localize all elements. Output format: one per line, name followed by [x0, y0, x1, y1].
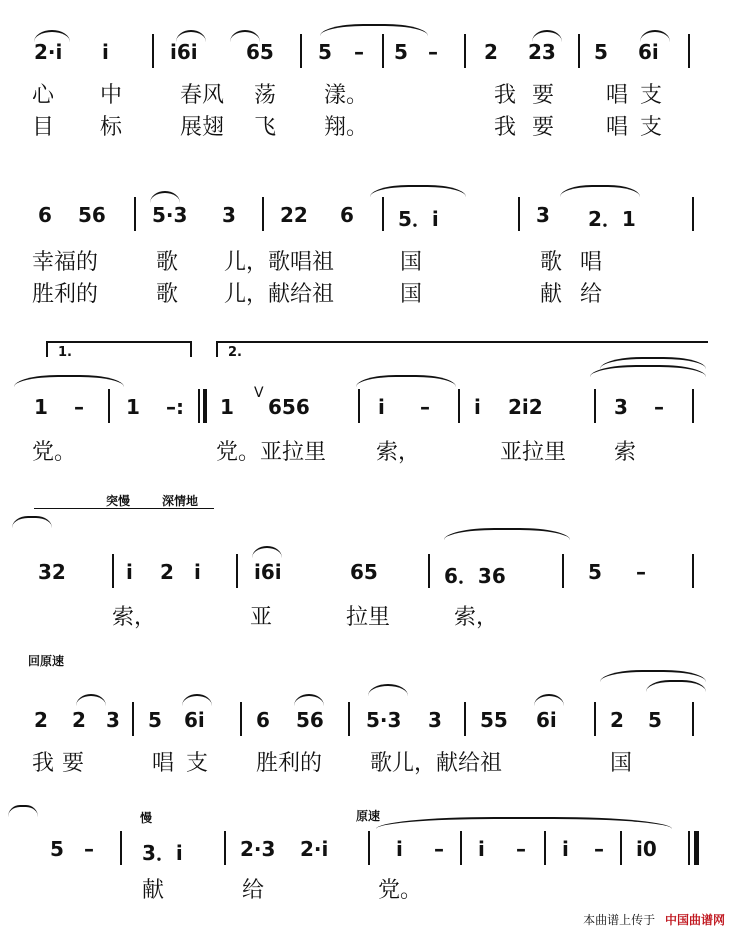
note: i6i — [254, 560, 282, 584]
tie — [320, 24, 428, 36]
tie — [14, 375, 124, 387]
lyric: 索， — [112, 605, 157, 630]
barline — [578, 34, 580, 68]
note: 2 — [34, 708, 48, 732]
note: 5 — [594, 40, 608, 64]
note: 2·i — [34, 40, 63, 64]
lyric: 胜利的 — [256, 751, 323, 776]
note: 5．i — [398, 207, 439, 231]
breath-mark: V — [254, 385, 264, 401]
final-barline-thick — [694, 831, 699, 865]
lyric: 国 — [400, 282, 423, 307]
lyric: 唱支 — [606, 115, 675, 140]
barline — [224, 831, 226, 865]
note: – — [636, 560, 646, 584]
notes-row — [28, 385, 705, 425]
note: – — [428, 40, 438, 64]
slur — [532, 30, 562, 42]
note: 2 — [72, 708, 86, 732]
note: 1 — [34, 395, 48, 419]
note: i6i — [170, 40, 198, 64]
note: – — [74, 395, 84, 419]
slur — [176, 30, 206, 42]
lyric: 亚拉里 — [500, 440, 567, 465]
volta-second-ending — [216, 341, 708, 360]
tie — [356, 375, 456, 387]
lyric: 献 — [142, 878, 165, 903]
lyric: 展翅 — [180, 115, 225, 140]
note: 2i2 — [508, 395, 543, 419]
lyric: 我要 — [494, 115, 571, 140]
lyrics-verse-2 — [28, 110, 705, 140]
barline — [594, 389, 596, 423]
note: i0 — [636, 837, 657, 861]
note: 55 — [480, 708, 508, 732]
lyrics-verse-1 — [28, 435, 705, 465]
lyric: 歌唱 — [540, 250, 621, 275]
lyric: 索， — [376, 440, 421, 465]
note: 6 — [256, 708, 270, 732]
note: – — [516, 837, 526, 861]
barline — [594, 702, 596, 736]
barline — [262, 197, 264, 231]
note: – — [420, 395, 430, 419]
barline — [120, 831, 122, 865]
expression-mark: 深情地 — [162, 494, 199, 508]
notes-row — [28, 837, 705, 867]
repeat-barline — [203, 389, 207, 423]
notes-row — [28, 708, 705, 738]
note: i — [396, 837, 403, 861]
note: i — [478, 837, 485, 861]
lyric: 荡 — [254, 83, 277, 108]
barline — [518, 197, 520, 231]
tempo-mark: 突慢 — [106, 494, 131, 508]
barline — [152, 34, 154, 68]
note: 2 — [160, 560, 174, 584]
lyric: 我要 — [494, 83, 571, 108]
note: 1 — [220, 395, 234, 419]
note: 32 — [38, 560, 66, 584]
note: 6i — [184, 708, 205, 732]
barline — [348, 702, 350, 736]
slur — [150, 191, 180, 203]
lyric: 飞 — [254, 115, 277, 140]
barline — [198, 389, 200, 423]
note: 5·3 — [152, 203, 188, 227]
note: – — [84, 837, 94, 861]
volta-label: 1. — [58, 345, 72, 360]
lyric: 唱支 — [606, 83, 675, 108]
slur — [368, 684, 408, 696]
barline — [464, 702, 466, 736]
lyric: 唱支 — [152, 751, 221, 776]
note: i — [194, 560, 201, 584]
note: 6 — [340, 203, 354, 227]
barline — [464, 34, 466, 68]
slur — [252, 546, 282, 558]
tempo-mark: 原速 — [356, 809, 381, 823]
note: – — [654, 395, 664, 419]
tie — [560, 185, 640, 197]
lyric: 索 — [614, 440, 637, 465]
note: 5 — [588, 560, 602, 584]
lyric: 索， — [454, 605, 499, 630]
note: 656 — [268, 395, 310, 419]
note: 5 — [148, 708, 162, 732]
barline — [132, 702, 134, 736]
barline — [428, 554, 430, 588]
lyric: 目 — [32, 115, 55, 140]
note: i — [126, 560, 133, 584]
note: 2 — [610, 708, 624, 732]
note: – — [594, 837, 604, 861]
lyric: 儿，歌唱祖 — [224, 250, 335, 275]
lyric: 心 — [32, 83, 55, 108]
lyric: 儿，献给祖 — [224, 282, 335, 307]
note: 2．1 — [588, 207, 636, 231]
lyric: 国 — [610, 751, 633, 776]
note: 5 — [394, 40, 408, 64]
volta-label: 2. — [228, 345, 242, 360]
lyrics-verse-1 — [28, 873, 705, 903]
slur — [182, 694, 212, 706]
barline — [688, 34, 690, 68]
note: 3．i — [142, 841, 183, 865]
note: 3 — [614, 395, 628, 419]
lyric: 歌儿，献给祖 — [370, 751, 503, 776]
barline — [458, 389, 460, 423]
lyric: 胜利的 — [32, 282, 99, 307]
tie — [8, 805, 38, 817]
note: 5·3 — [366, 708, 402, 732]
lyric: 党。 — [378, 878, 423, 903]
note: i — [474, 395, 481, 419]
lyric: 亚 — [250, 605, 273, 630]
barline — [240, 702, 242, 736]
tie — [12, 516, 52, 528]
lyrics-verse-2 — [28, 277, 705, 307]
barline — [358, 389, 360, 423]
lyric: 幸福的 — [32, 250, 99, 275]
note: i — [102, 40, 109, 64]
note: 3 — [536, 203, 550, 227]
note: 5 — [648, 708, 662, 732]
lyrics-verse-1 — [28, 746, 705, 776]
notes-row — [28, 40, 705, 70]
note: 5 — [318, 40, 332, 64]
note: 6i — [638, 40, 659, 64]
tie — [376, 817, 672, 829]
note: 2 — [484, 40, 498, 64]
tempo-mark: 慢 — [140, 811, 153, 825]
volta-first-ending — [46, 341, 192, 360]
lyric: 党。 — [32, 440, 77, 465]
note: 6 — [38, 203, 52, 227]
site-logo[interactable]: 中国曲谱网 — [664, 913, 725, 927]
lyric: 歌 — [156, 250, 179, 275]
tie — [646, 680, 706, 692]
footer-text: 本曲谱上传于 — [583, 913, 656, 927]
lyric: 献给 — [540, 282, 621, 307]
note: 23 — [528, 40, 556, 64]
slur — [640, 30, 670, 42]
barline — [692, 554, 694, 588]
slur — [534, 694, 564, 706]
notes-row — [28, 203, 705, 233]
lyric: 国 — [400, 250, 423, 275]
note: 3 — [428, 708, 442, 732]
final-barline-thin — [688, 831, 690, 865]
note: 2·i — [300, 837, 329, 861]
note: i — [378, 395, 385, 419]
lyric: 我要 — [32, 751, 93, 776]
note: i — [562, 837, 569, 861]
slur — [76, 694, 106, 706]
lyric: 春风 — [180, 83, 225, 108]
note: 56 — [296, 708, 324, 732]
barline — [620, 831, 622, 865]
note: 65 — [246, 40, 274, 64]
barline — [134, 197, 136, 231]
tempo-mark: 回原速 — [28, 654, 65, 668]
lyric: 给 — [242, 878, 265, 903]
lyrics-verse-1 — [28, 245, 705, 275]
notes-row — [28, 560, 705, 590]
lyric: 拉里 — [346, 605, 391, 630]
note: 22 — [280, 203, 308, 227]
barline — [692, 702, 694, 736]
note: 56 — [78, 203, 106, 227]
note: 3 — [106, 708, 120, 732]
note: 2·3 — [240, 837, 276, 861]
barline — [544, 831, 546, 865]
note: 3 — [222, 203, 236, 227]
barline — [368, 831, 370, 865]
barline — [112, 554, 114, 588]
slur — [294, 694, 324, 706]
lyric: 中 — [100, 83, 123, 108]
barline — [692, 389, 694, 423]
lyric: 党。亚拉里 — [216, 440, 327, 465]
barline — [382, 34, 384, 68]
note: 5 — [50, 837, 64, 861]
slur — [230, 30, 260, 42]
barline — [460, 831, 462, 865]
note: 65 — [350, 560, 378, 584]
note: –: — [166, 395, 184, 419]
tie — [444, 528, 570, 540]
note: 6．36 — [444, 564, 506, 588]
lyric: 歌 — [156, 282, 179, 307]
source-footer — [583, 911, 725, 928]
barline — [692, 197, 694, 231]
barline — [300, 34, 302, 68]
note: 1 — [126, 395, 140, 419]
tie — [370, 185, 466, 197]
note: 6i — [536, 708, 557, 732]
lyrics-verse-1 — [28, 600, 705, 630]
slur — [34, 30, 70, 42]
lyric: 标 — [100, 115, 123, 140]
lyrics-verse-1 — [28, 78, 705, 108]
lyric: 漾。 — [324, 83, 369, 108]
barline — [562, 554, 564, 588]
tie — [600, 357, 706, 369]
note: – — [354, 40, 364, 64]
barline — [108, 389, 110, 423]
barline — [382, 197, 384, 231]
note: – — [434, 837, 444, 861]
barline — [236, 554, 238, 588]
lyric: 翔。 — [324, 115, 369, 140]
